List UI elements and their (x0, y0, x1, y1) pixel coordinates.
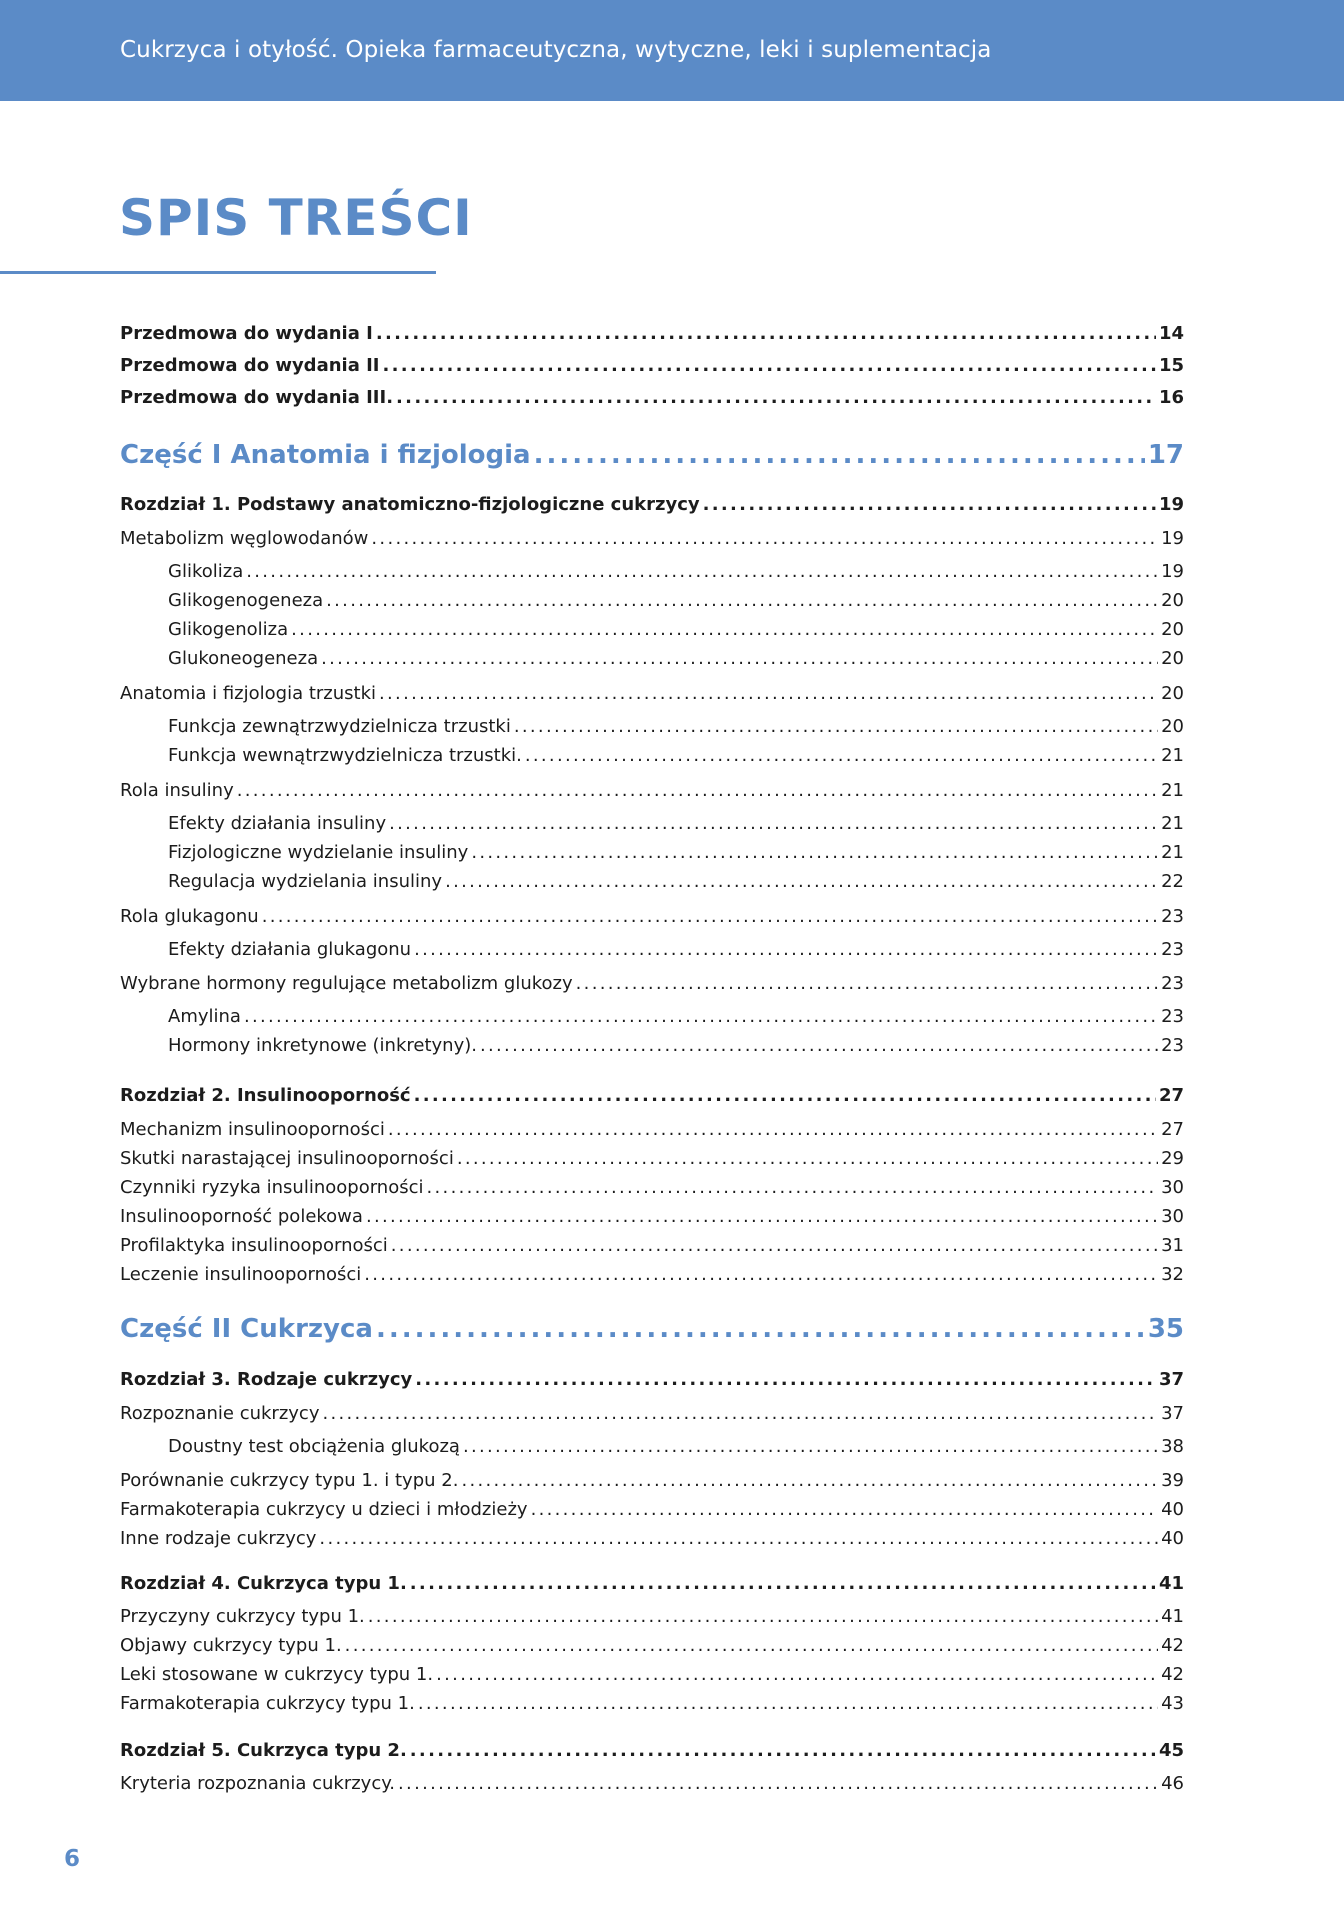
toc-entry-page: 37 (1158, 1369, 1184, 1390)
toc-entry (168, 871, 1184, 892)
toc-entry (120, 973, 1184, 994)
toc-entry-title: Rozdział 2. Insulinooporność (120, 1085, 411, 1106)
toc-entry-page: 15 (1158, 355, 1184, 376)
toc-dot-leader (262, 906, 1158, 927)
toc-entry-page: 19 (1158, 494, 1184, 515)
toc-dot-leader (345, 1635, 1158, 1656)
toc-entry-title: Efekty działania glukagonu (168, 939, 412, 960)
toc-entry-page: 38 (1161, 1436, 1184, 1457)
toc-entry-page: 42 (1161, 1664, 1184, 1685)
toc-entry-title: Leczenie insulinooporności (120, 1264, 362, 1285)
toc-entry (120, 1740, 1184, 1761)
toc-dot-leader (291, 619, 1158, 640)
toc-dot-leader (371, 528, 1158, 549)
toc-entry (120, 1693, 1184, 1714)
toc-entry-title: Przyczyny cukrzycy typu 1. (120, 1606, 365, 1627)
toc-entry (168, 716, 1184, 737)
toc-entry-page: 27 (1161, 1119, 1184, 1140)
toc-entry (168, 1006, 1184, 1027)
toc-entry (120, 1606, 1184, 1627)
toc-entry-page: 46 (1161, 1773, 1184, 1794)
toc-dot-leader (414, 939, 1158, 960)
toc-entry-title: Funkcja zewnątrzwydzielnicza trzustki (168, 716, 511, 737)
toc-entry-title: Anatomia i fizjologia trzustki (120, 683, 376, 704)
toc-dot-leader (383, 355, 1156, 376)
toc-entry-title: Rola glukagonu (120, 906, 259, 927)
toc-entry (120, 683, 1184, 704)
toc-entry (120, 494, 1184, 515)
toc-dot-leader (410, 1740, 1156, 1761)
toc-dot-leader (366, 1206, 1158, 1227)
toc-entry (120, 1528, 1184, 1549)
toc-entry-title: Skutki narastającej insulinooporności (120, 1148, 454, 1169)
toc-dot-leader (388, 1119, 1158, 1140)
toc-dot-leader (445, 871, 1158, 892)
toc-entry-page: 41 (1161, 1606, 1184, 1627)
toc-entry (120, 1403, 1184, 1424)
toc-entry-page: 21 (1161, 780, 1184, 801)
toc-entry-page: 30 (1161, 1206, 1184, 1227)
toc-entry-page: 20 (1161, 648, 1184, 669)
toc-entry-page: 17 (1147, 440, 1184, 470)
toc-entry-title: Metabolizm węglowodanów (120, 528, 369, 549)
toc-entry-page: 21 (1161, 745, 1184, 766)
toc-entry (120, 528, 1184, 549)
toc-entry (120, 1470, 1184, 1491)
toc-entry-page: 19 (1161, 528, 1184, 549)
toc-entry (120, 1499, 1184, 1520)
toc-entry-page: 32 (1161, 1264, 1184, 1285)
toc-entry-page: 14 (1158, 323, 1184, 344)
toc-entry-page: 30 (1161, 1177, 1184, 1198)
toc-dot-leader (376, 323, 1156, 344)
toc-entry-title: Wybrane hormony regulujące metabolizm glukozy (120, 973, 573, 994)
toc-entry-title: Objawy cukrzycy typu 1. (120, 1635, 342, 1656)
toc-dot-leader (414, 1085, 1156, 1106)
toc-dot-leader (322, 1403, 1158, 1424)
toc-entry-page: 29 (1161, 1148, 1184, 1169)
toc-entry-page: 40 (1161, 1499, 1184, 1520)
toc-entry-title: Inne rodzaje cukrzycy (120, 1528, 317, 1549)
toc-entry-page: 16 (1158, 387, 1184, 408)
toc-entry (168, 561, 1184, 582)
toc-dot-leader (457, 1148, 1158, 1169)
toc-entry (120, 1177, 1184, 1198)
toc-dot-leader (415, 1369, 1156, 1390)
toc-dot-leader (319, 1528, 1158, 1549)
toc-dot-leader (391, 1235, 1158, 1256)
toc-entry-page: 31 (1161, 1235, 1184, 1256)
toc-entry-page: 39 (1161, 1470, 1184, 1491)
toc-entry (168, 813, 1184, 834)
toc-entry-title: Farmakoterapia cukrzycy u dzieci i młodzieży (120, 1499, 528, 1520)
toc-dot-leader (576, 973, 1158, 994)
toc-dot-leader (480, 1035, 1158, 1056)
toc-entry-page: 37 (1161, 1403, 1184, 1424)
toc-entry-title: Mechanizm insulinooporności (120, 1119, 385, 1140)
toc-dot-leader (418, 1693, 1158, 1714)
toc-entry-title: Czynniki ryzyka insulinooporności (120, 1177, 424, 1198)
toc-entry-title: Przedmowa do wydania II (120, 355, 380, 376)
toc-entry-page: 21 (1161, 842, 1184, 863)
toc-part-entry (120, 1314, 1184, 1344)
toc-entry-title: Leki stosowane w cukrzycy typu 1. (120, 1664, 434, 1685)
toc-entry-title: Część I Anatomia i fizjologia (120, 440, 531, 470)
toc-entry (120, 1573, 1184, 1594)
toc-entry-title: Glikogenogeneza (168, 590, 324, 611)
toc-dot-leader (376, 1314, 1145, 1344)
toc-entry (120, 1664, 1184, 1685)
toc-entry (168, 745, 1184, 766)
toc-entry-page: 45 (1158, 1740, 1184, 1761)
toc-entry-title: Fizjologiczne wydzielanie insuliny (168, 842, 469, 863)
toc-entry-title: Glikogenoliza (168, 619, 289, 640)
toc-entry-title: Efekty działania insuliny (168, 813, 387, 834)
toc-entry-page: 23 (1161, 973, 1184, 994)
toc-dot-leader (461, 1470, 1158, 1491)
toc-entry (120, 355, 1184, 376)
toc-entry-page: 20 (1161, 619, 1184, 640)
toc-entry-title: Farmakoterapia cukrzycy typu 1. (120, 1693, 415, 1714)
toc-entry (120, 1148, 1184, 1169)
toc-dot-leader (364, 1264, 1158, 1285)
toc-entry-title: Insulinooporność polekowa (120, 1206, 363, 1227)
toc-entry (168, 648, 1184, 669)
toc-entry-page: 27 (1158, 1085, 1184, 1106)
toc-entry-title: Porównanie cukrzycy typu 1. i typu 2. (120, 1470, 459, 1491)
toc-dot-leader (463, 1436, 1158, 1457)
toc-entry (168, 939, 1184, 960)
toc-entry (120, 1206, 1184, 1227)
toc-entry-page: 23 (1161, 939, 1184, 960)
toc-entry-page: 21 (1161, 813, 1184, 834)
toc-entry (168, 842, 1184, 863)
toc-part-entry (120, 440, 1184, 470)
toc-entry-page: 35 (1147, 1314, 1184, 1344)
toc-dot-leader (534, 440, 1145, 470)
toc-dot-leader (410, 1573, 1156, 1594)
toc-entry-title: Przedmowa do wydania III. (120, 387, 394, 408)
toc-entry (120, 1264, 1184, 1285)
toc-entry (120, 1369, 1184, 1390)
page-number: 6 (64, 1846, 81, 1872)
toc-dot-leader (389, 813, 1158, 834)
toc-dot-leader (514, 716, 1158, 737)
toc-entry-title: Rozdział 3. Rodzaje cukrzycy (120, 1369, 413, 1390)
toc-entry (120, 1635, 1184, 1656)
toc-dot-leader (321, 648, 1158, 669)
toc-dot-leader (396, 387, 1156, 408)
running-header-title: Cukrzyca i otyłość. Opieka farmaceutyczna, wytyczne, leki i suplementacja (120, 37, 992, 63)
toc-entry-title: Przedmowa do wydania I (120, 323, 373, 344)
toc-entry-page: 20 (1161, 716, 1184, 737)
toc-entry-title: Funkcja wewnątrzwydzielnicza trzustki. (168, 745, 522, 766)
toc-entry (168, 590, 1184, 611)
toc-entry-title: Rozdział 4. Cukrzyca typu 1. (120, 1573, 407, 1594)
toc-dot-leader (531, 1499, 1159, 1520)
toc-entry (120, 323, 1184, 344)
toc-entry-title: Część II Cukrzyca (120, 1314, 373, 1344)
toc-entry (120, 906, 1184, 927)
toc-entry (120, 780, 1184, 801)
toc-entry-title: Regulacja wydzielania insuliny (168, 871, 443, 892)
toc-entry-page: 20 (1161, 590, 1184, 611)
toc-entry-title: Doustny test obciążenia glukozą (168, 1436, 460, 1457)
toc-entry-page: 19 (1161, 561, 1184, 582)
toc-dot-leader (237, 780, 1158, 801)
toc-dot-leader (379, 683, 1158, 704)
toc-entry-title: Rozdział 1. Podstawy anatomiczno-fizjologiczne cukrzycy (120, 494, 700, 515)
toc-entry-page: 23 (1161, 1006, 1184, 1027)
toc-dot-leader (398, 1773, 1158, 1794)
toc-entry-page: 22 (1161, 871, 1184, 892)
toc-entry (168, 619, 1184, 640)
toc-dot-leader (326, 590, 1158, 611)
toc-dot-leader (368, 1606, 1158, 1627)
toc-dot-leader (427, 1177, 1159, 1198)
toc-entry-page: 23 (1161, 906, 1184, 927)
toc-entry-page: 43 (1161, 1693, 1184, 1714)
toc-entry-title: Rozpoznanie cukrzycy (120, 1403, 320, 1424)
toc-entry-page: 42 (1161, 1635, 1184, 1656)
toc-entry (120, 1085, 1184, 1106)
toc-entry-page: 23 (1161, 1035, 1184, 1056)
toc-entry-title: Hormony inkretynowe (inkretyny). (168, 1035, 477, 1056)
toc-dot-leader (703, 494, 1156, 515)
toc-dot-leader (525, 745, 1158, 766)
toc-entry-page: 20 (1161, 683, 1184, 704)
toc-entry-title: Profilaktyka insulinooporności (120, 1235, 388, 1256)
toc-entry (168, 1436, 1184, 1457)
toc-entry (120, 387, 1184, 408)
toc-entry (120, 1119, 1184, 1140)
toc-dot-leader (246, 561, 1158, 582)
toc-entry (168, 1035, 1184, 1056)
toc-entry-page: 40 (1161, 1528, 1184, 1549)
toc-dot-leader (436, 1664, 1158, 1685)
toc-entry (120, 1235, 1184, 1256)
toc-entry-title: Glikoliza (168, 561, 244, 582)
toc-heading: SPIS TREŚCI (119, 189, 473, 247)
toc-entry-title: Amylina (168, 1006, 241, 1027)
toc-entry-title: Glukoneogeneza (168, 648, 319, 669)
toc-entry-page: 41 (1158, 1573, 1184, 1594)
toc-entry (120, 1773, 1184, 1794)
toc-dot-leader (244, 1006, 1158, 1027)
toc-dot-leader (471, 842, 1158, 863)
toc-entry-title: Rola insuliny (120, 780, 234, 801)
toc-entry-title: Rozdział 5. Cukrzyca typu 2. (120, 1740, 407, 1761)
toc-entry-title: Kryteria rozpoznania cukrzycy. (120, 1773, 396, 1794)
